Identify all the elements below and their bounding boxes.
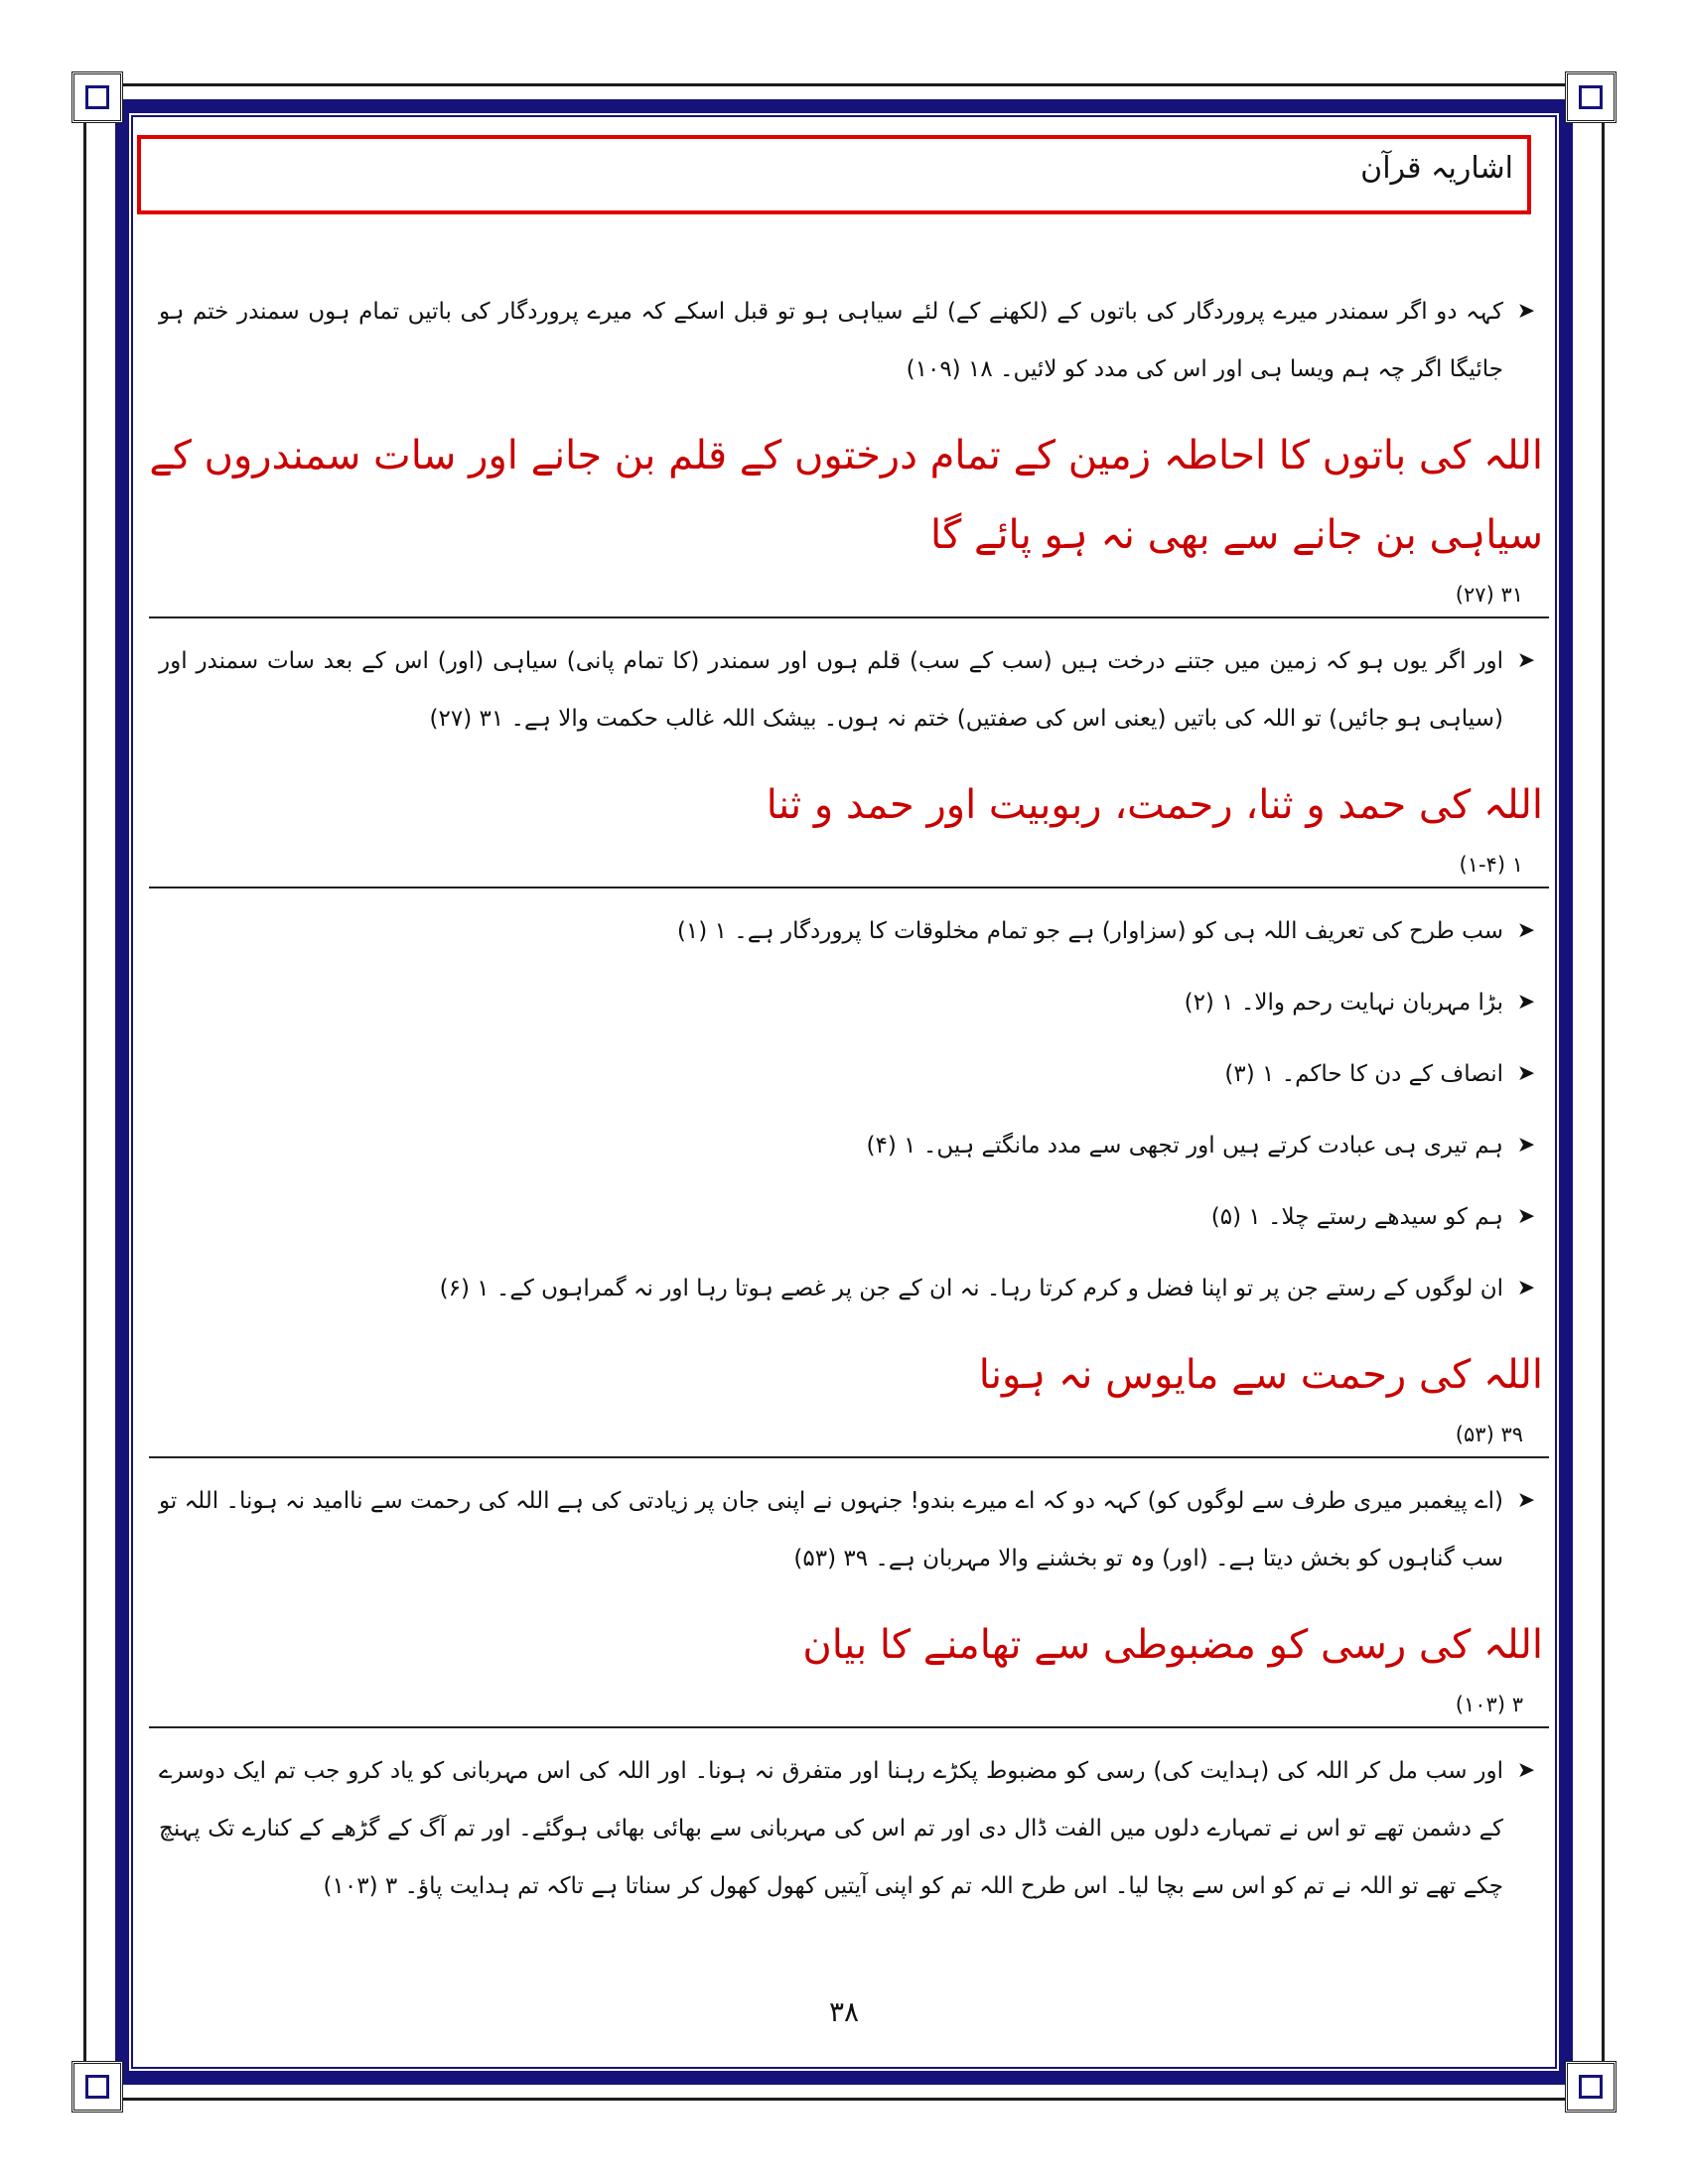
list-item [149,1188,1549,1246]
bullet-arrow-icon: ➤ [1516,299,1536,324]
list-item [149,1045,1549,1103]
bullet-arrow-icon: ➤ [1516,648,1536,673]
section-divider [149,616,1549,618]
list-item-text: سب طرح کی تعریف اللہ ہی کو (سزاوار) ہے جو تمام مخلوقات کا پروردگار ہے۔ ۱ (۱) [676,918,1503,944]
section-divider [149,1456,1549,1458]
list-item [149,974,1549,1031]
list-item [149,283,1549,398]
list-item [149,1260,1549,1317]
section-heading: اللہ کی باتوں کا احاطہ زمین کے تمام درختوں کے قلم بن جانے اور سات سمندروں کے سیاہی بن جانے سے بھی نہ ہو پائے گا [149,433,1543,558]
bullet-arrow-icon: ➤ [1516,990,1536,1015]
bullet-arrow-icon: ➤ [1516,918,1536,943]
list-item-text: ہم کو سیدھے رستے چلا۔ ۱ (۵) [1210,1204,1503,1230]
section-divider [149,1726,1549,1728]
list-item [149,1472,1549,1587]
list-item-text: ان لوگوں کے رستے جن پر تو اپنا فضل و کرم کرتا رہا۔ نہ ان کے جن پر غصے ہوتا رہا اور نہ گمراہوں کے۔ ۱ (۶) [439,1276,1503,1301]
bullet-arrow-icon: ➤ [1516,1133,1536,1158]
section-reference: ۳ (۱۰۳) [1455,1693,1523,1716]
section-heading: اللہ کی حمد و ثنا، رحمت، ربوبیت اور حمد و ثنا [766,782,1543,828]
corner-ornament [71,71,123,123]
list-item-text: اور سب مل کر اللہ کی (ہدایت کی) رسی کو مضبوط پکڑے رہنا اور متفرق نہ ہونا۔ اور اللہ کی اس مہربانی کو یاد کرو جب تم ایک دوسرے کے دشمن تھے تو اس نے تمہارے دلوں میں الفت ڈال دی اور تم اس کی مہربانی سے بھائی بھائی ہوگئے۔ اور تم آگ کے گڑھے کے کنارے تک پہنچ چکے تھے تو اللہ نے تم کو اس سے بچا لیا۔ اس طرح اللہ تم کو اپنی آیتیں کھول کھول کر سناتا ہے تاکہ تم ہدایت پاؤ۔ ۳ (۱۰۳) [159,1758,1503,1899]
list-item-text: ہم تیری ہی عبادت کرتے ہیں اور تجھی سے مدد مانگتے ہیں۔ ۱ (۴) [866,1133,1503,1159]
section-heading: اللہ کی رحمت سے مایوس نہ ہونا [978,1352,1543,1398]
list-item-text: (اے پیغمبر میری طرف سے لوگوں کو) کہہ دو کہ اے میرے بندو! جنہوں نے اپنی جان پر زیادتی کی ہے اللہ کی رحمت سے ناامید نہ ہونا۔ اللہ تو سب گناہوں کو بخش دیتا ہے۔ (اور) وہ تو بخشنے والا مہربان ہے۔ ۳۹ (۵۳) [159,1488,1503,1571]
bullet-arrow-icon: ➤ [1516,1758,1536,1783]
section-reference: ۳۹ (۵۳) [1455,1423,1523,1446]
list-item-text: بڑا مہربان نہایت رحم والا۔ ۱ (۲) [1184,990,1503,1016]
section-reference: ۳۱ (۲۷) [1455,583,1523,607]
bullet-arrow-icon: ➤ [1516,1488,1536,1513]
list-item-text: کہہ دو اگر سمندر میرے پروردگار کی باتوں کے (لکھنے کے) لئے سیاہی ہو تو قبل اسکے کہ میرے پروردگار کی باتیں تمام ہوں سمندر ختم ہو جائیگا اگر چہ ہم ویسا ہی اور اس کی مدد کو لائیں۔ ۱۸ (۱۰۹) [159,299,1503,382]
section-heading: اللہ کی رسی کو مضبوطی سے تھامنے کا بیان [802,1622,1543,1668]
corner-ornament [1565,2061,1617,2113]
corner-ornament [1565,71,1617,123]
page-number: ۳۸ [828,1995,860,2028]
list-item [149,632,1549,748]
bullet-arrow-icon: ➤ [1516,1276,1536,1300]
bullet-arrow-icon: ➤ [1516,1061,1536,1086]
section-reference: ۱ (۱-۴) [1459,853,1523,877]
document-body [149,283,1549,1929]
list-item [149,902,1549,960]
list-item-text: اور اگر یوں ہو کہ زمین میں جتنے درخت ہیں (سب کے سب) قلم ہوں اور سمندر (کا تمام پانی) سیاہی (اور) اس کے بعد سات سمندر اور (سیاہی ہو جائیں) تو اللہ کی باتیں (یعنی اس کی صفتیں) ختم نہ ہوں۔ بیشک اللہ غالب حکمت والا ہے۔ ۳۱ (۲۷) [159,648,1503,732]
section-divider [149,887,1549,888]
list-item [149,1117,1549,1174]
header-box [137,135,1531,214]
list-item-text: انصاف کے دن کا حاکم۔ ۱ (۳) [1224,1061,1503,1087]
header-title: اشاریہ قرآن [1360,151,1513,186]
corner-ornament [71,2061,123,2113]
bullet-arrow-icon: ➤ [1516,1204,1536,1229]
list-item [149,1742,1549,1915]
